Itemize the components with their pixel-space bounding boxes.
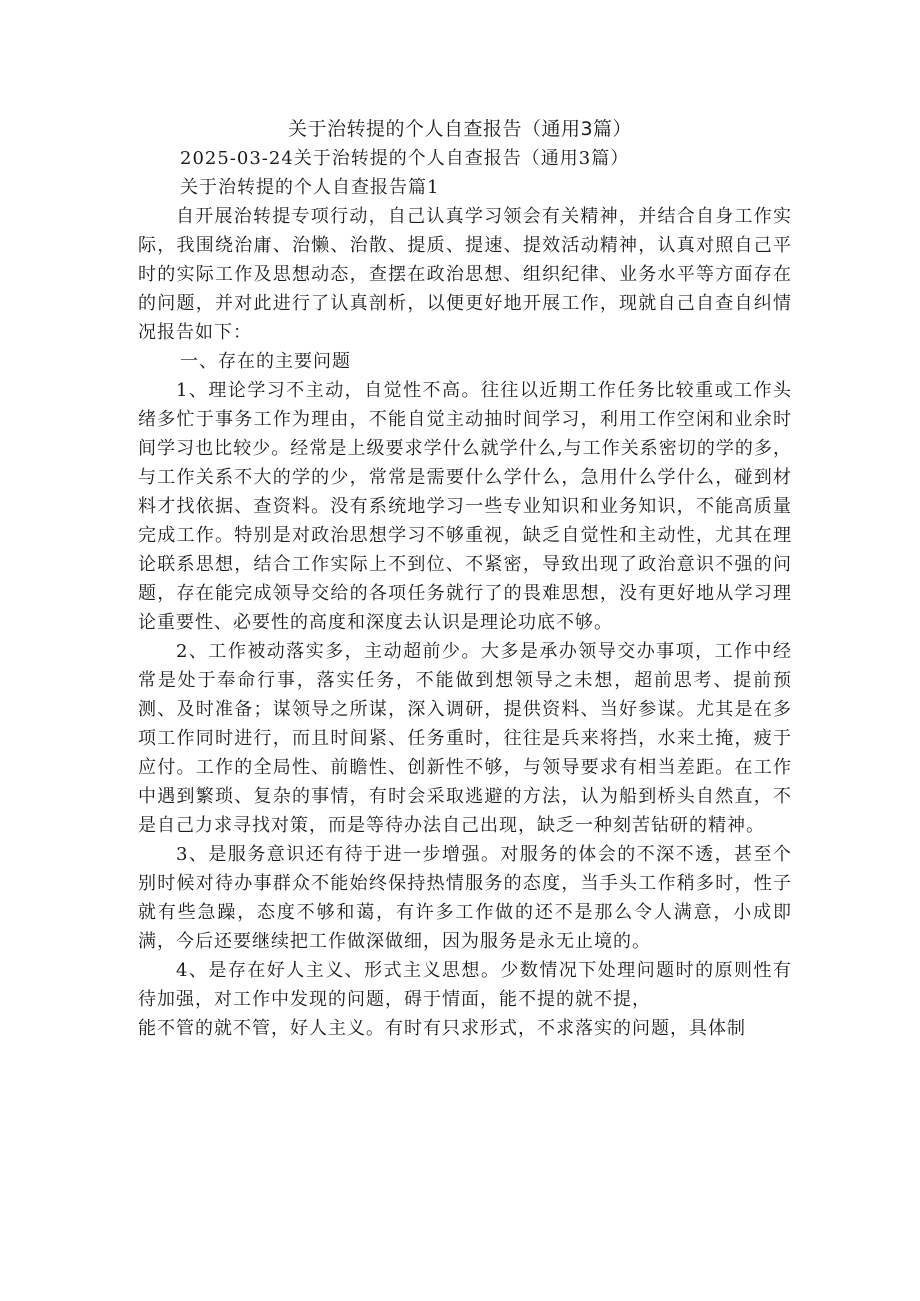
paragraph-2: 2、工作被动落实多，主动超前少。大多是承办领导交办事项，工作中经常是处于奉命行事，落实任务，不能做到想领导之未想，超前思考、提前预测、及时准备；谋领导之所谋，深入调研，提供资料、当好参谋。尤其是在多项工作同时进行，而且时间紧、任务重时，往往是兵来将挡，水来土掩，疲于应付。工作的全局性、前瞻性、创新性不够，与领导要求有相当差距。在工作中遇到繁琐、复杂的事情，有时会采取逃避的方法，认为船到桥头自然直，不是自己力求寻找对策，而是等待办法自己出现，缺乏一种刻苦钻研的精神。	[138, 641, 792, 836]
document-body	[138, 144, 792, 1043]
section-title: 关于治转提的个人自查报告篇1	[180, 177, 440, 198]
paragraph-4-part-b: 能不管的就不管，好人主义。有时有只求形式，不求落实的问题，具体制	[138, 1018, 746, 1039]
paragraph-4-part-a: 4、是存在好人主义、形式主义思想。少数情况下处理问题时的原则性有待加强，对工作中发现的问题，碍于情面，能不提的就不提，	[138, 960, 792, 1010]
document-title: 关于治转提的个人自查报告（通用3篇）	[287, 118, 633, 140]
meta-line: 2025-03-24关于治转提的个人自查报告（通用3篇）	[180, 148, 630, 169]
intro-paragraph: 自开展治转提专项行动，自己认真学习领会有关精神，并结合自身工作实际，我围绕治庸、治懒、治散、提质、提速、提效活动精神，认真对照自己平时的实际工作及思想动态，查摆在政治思想、组织纪律、业务水平等方面存在的问题，并对此进行了认真剖析，以便更好地开展工作，现就自己自查自纠情况报告如下：	[138, 206, 792, 343]
heading-main-problems: 一、存在的主要问题	[180, 351, 351, 372]
paragraph-3: 3、是服务意识还有待于进一步增强。对服务的体会的不深不透，甚至个别时候对待办事群众不能始终保持热情服务的态度，当手头工作稍多时，性子就有些急躁，态度不够和蔼，有许多工作做的还不是那么令人满意，小成即满，今后还要继续把工作做深做细，因为服务是永无止境的。	[138, 844, 792, 952]
paragraph-1: 1、理论学习不主动，自觉性不高。往往以近期工作任务比较重或工作头绪多忙于事务工作为理由，不能自觉主动抽时间学习，利用工作空闲和业余时间学习也比较少。经常是上级要求学什么就学什么,与工作关系密切的学的多，与工作关系不大的学的少，常常是需要什么学什么，急用什么学什么，碰到材料才找依据、查资料。没有系统地学习一些专业知识和业务知识，不能高质量完成工作。特别是对政治思想学习不够重视，缺乏自觉性和主动性，尤其在理论联系思想，结合工作实际上不到位、不紧密，导致出现了政治意识不强的问题，存在能完成领导交给的各项任务就行了的畏难思想，没有更好地从学习理论重要性、必要性的高度和深度去认识是理论功底不够。	[138, 380, 792, 633]
